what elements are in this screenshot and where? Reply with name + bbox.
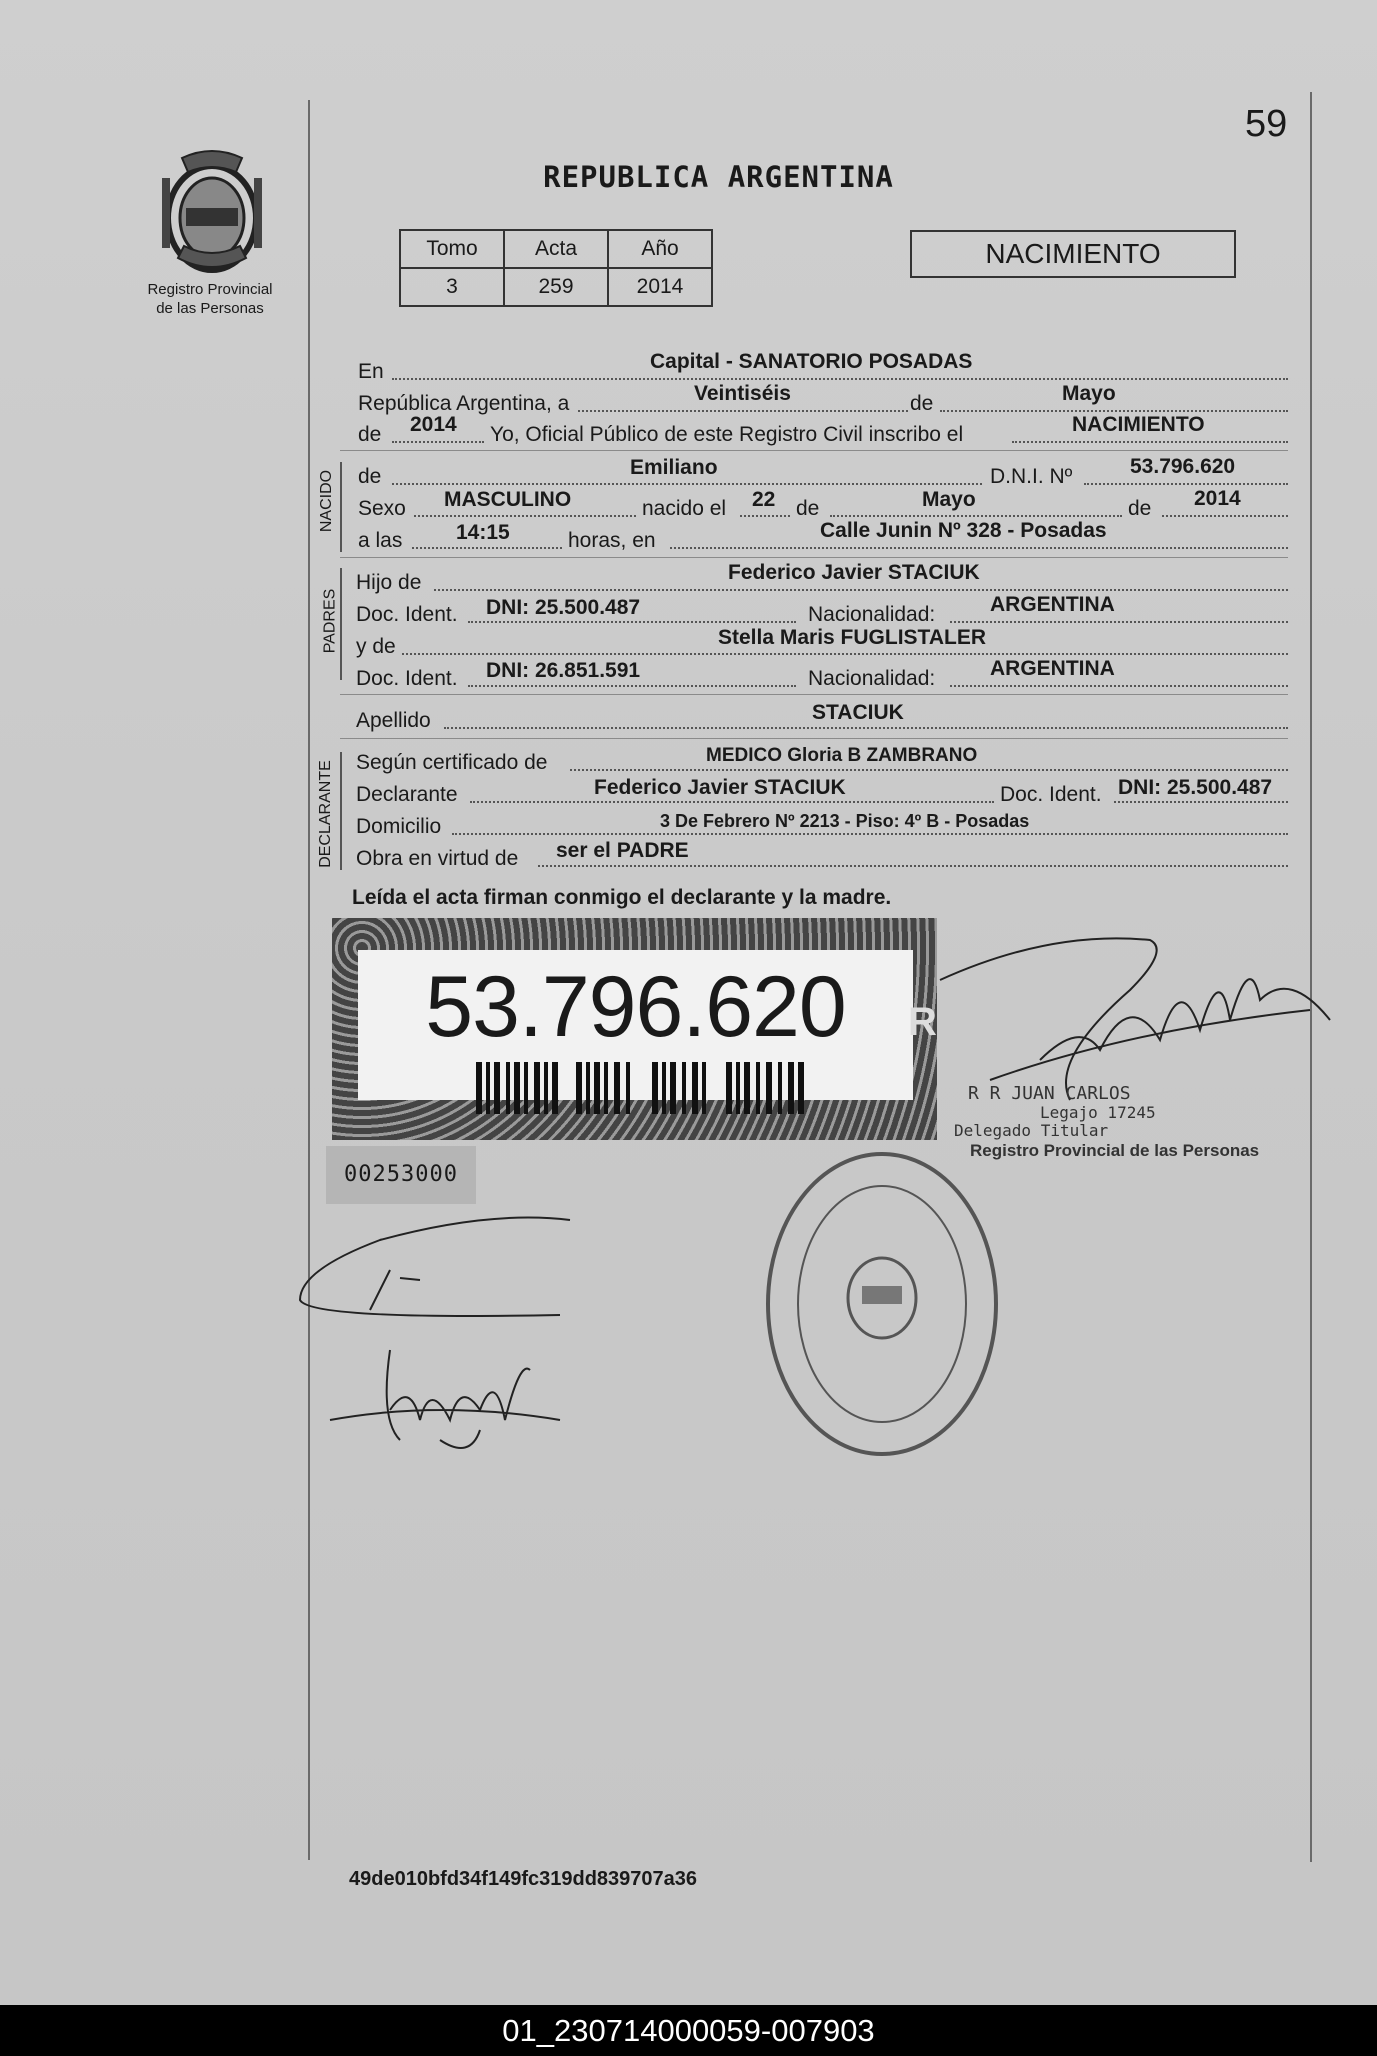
document-hash: 49de010bfd34f149fc319dd839707a36 <box>349 1868 698 1890</box>
closing-statement: Leída el acta firman conmigo el declarante y la madre. <box>352 886 892 909</box>
en-value: Capital - SANATORIO POSADAS <box>650 350 973 373</box>
official-cargo: Delegado Titular <box>954 1121 1109 1140</box>
registry-label <box>120 280 300 318</box>
birth-year: 2014 <box>1194 487 1241 510</box>
sexo-label: Sexo <box>358 497 406 520</box>
de-label: de <box>358 465 382 488</box>
provincia-seal-icon <box>152 148 272 278</box>
doc-label: Doc. Ident. <box>1000 783 1102 806</box>
official-org: Registro Provincial de las Personas <box>970 1141 1260 1160</box>
divider <box>340 557 1288 558</box>
child-dni: 53.796.620 <box>1130 455 1236 478</box>
section-bracket <box>340 568 342 680</box>
declarante-label: Declarante <box>356 783 458 806</box>
official-name: R R JUAN CARLOS <box>968 1083 1131 1104</box>
year-value: 2014 <box>410 413 457 436</box>
dotted-line <box>1012 441 1288 443</box>
obra-label: Obra en virtud de <box>356 847 519 870</box>
section-bracket <box>340 752 342 870</box>
hijo-de-label: Hijo de <box>356 571 422 594</box>
dotted-line <box>468 685 796 687</box>
dotted-line <box>1084 483 1288 485</box>
tomo-header: Tomo <box>400 230 504 268</box>
dotted-line <box>468 621 796 623</box>
father-doc: DNI: 25.500.487 <box>486 596 641 619</box>
en-label: En <box>358 360 384 383</box>
dotted-line <box>392 441 484 443</box>
record-type-box: NACIMIENTO <box>910 230 1236 278</box>
registry-line-2: de las Personas <box>156 300 264 317</box>
dotted-line <box>452 833 1288 835</box>
de-label: de <box>1128 497 1152 520</box>
republica-label: República Argentina, a <box>358 392 570 415</box>
mother-name: Stella Maris FUGLISTALER <box>718 626 986 649</box>
domicilio-label: Domicilio <box>356 815 442 838</box>
father-name: Federico Javier STACIUK <box>728 561 980 584</box>
obra-value: ser el PADRE <box>556 839 689 862</box>
dotted-line <box>578 410 908 412</box>
apellido-label: Apellido <box>356 709 431 732</box>
padres-section-label: PADRES <box>321 588 339 654</box>
cert-value: MEDICO Gloria B ZAMBRANO <box>706 745 978 766</box>
declarante-section-label: DECLARANTE <box>316 760 334 868</box>
father-nationality: ARGENTINA <box>990 593 1115 616</box>
dotted-line <box>950 621 1288 623</box>
stamp-inner <box>358 950 913 1100</box>
nacionalidad-label: Nacionalidad: <box>808 603 936 626</box>
nacido-section-label: NACIDO <box>318 469 336 533</box>
dotted-line <box>412 547 562 549</box>
domicilio-value: 3 De Febrero Nº 2213 - Piso: 4º B - Posadas <box>660 811 1030 831</box>
tomo-value: 3 <box>400 268 504 306</box>
dotted-line <box>538 865 1288 867</box>
dotted-line <box>444 727 1288 729</box>
de-label: de <box>910 392 934 415</box>
dotted-line <box>434 589 1288 591</box>
mother-signature-icon <box>320 1340 580 1460</box>
dotted-line <box>470 801 994 803</box>
acta-header: Acta <box>504 230 608 268</box>
document-title: REPUBLICA ARGENTINA <box>543 160 894 194</box>
declarant-signature-icon <box>290 1210 590 1320</box>
month-value: Mayo <box>1062 382 1116 405</box>
divider <box>340 738 1288 739</box>
declarante-doc: DNI: 25.500.487 <box>1118 776 1273 799</box>
dotted-line <box>402 653 1288 655</box>
birth-place: Calle Junin Nº 328 - Posadas <box>820 519 1107 542</box>
cert-label: Según certificado de <box>356 751 548 774</box>
birth-month: Mayo <box>922 488 976 511</box>
oficial-text: Yo, Oficial Público de este Registro Civil inscribo el <box>490 423 964 446</box>
dotted-line <box>570 769 1288 771</box>
dotted-line <box>1162 515 1288 517</box>
page-number: 59 <box>1245 103 1288 145</box>
nacido-el-label: nacido el <box>642 497 727 520</box>
official-legajo: Legajo 17245 <box>1040 1103 1156 1122</box>
stamp-side-letter: R <box>908 1000 937 1044</box>
sexo-value: MASCULINO <box>444 488 572 511</box>
left-margin-line <box>308 100 310 1860</box>
doc-label: Doc. Ident. <box>356 667 458 690</box>
horas-label: horas, en <box>568 529 656 552</box>
footer-filename: 01_230714000059-007903 <box>0 2005 1377 2056</box>
dotted-line <box>1114 801 1288 803</box>
section-bracket <box>340 462 342 552</box>
registry-round-seal-icon <box>762 1148 1002 1460</box>
dni-label: D.N.I. Nº <box>990 465 1073 488</box>
nacionalidad-label: Nacionalidad: <box>808 667 936 690</box>
de-label: de <box>358 423 382 446</box>
serial-number: 00253000 <box>326 1146 476 1204</box>
registry-line-1: Registro Provincial <box>147 281 273 298</box>
divider <box>340 694 1288 695</box>
y-de-label: y de <box>356 635 396 658</box>
barcode-icon <box>476 1062 806 1114</box>
dotted-line <box>940 410 1288 412</box>
child-name: Emiliano <box>630 456 718 479</box>
mother-nationality: ARGENTINA <box>990 657 1115 680</box>
de-label: de <box>796 497 820 520</box>
inscribo-value: NACIMIENTO <box>1072 413 1205 436</box>
dotted-line <box>670 547 1288 549</box>
divider <box>340 450 1288 451</box>
ano-value: 2014 <box>608 268 712 306</box>
acta-value: 259 <box>504 268 608 306</box>
ano-header: Año <box>608 230 712 268</box>
record-table <box>399 229 713 307</box>
dotted-line <box>950 685 1288 687</box>
apellido-value: STACIUK <box>812 701 904 724</box>
mother-doc: DNI: 26.851.591 <box>486 659 641 682</box>
a-las-label: a las <box>358 529 403 552</box>
doc-label: Doc. Ident. <box>356 603 458 626</box>
dotted-line <box>392 378 1288 380</box>
dotted-line <box>830 515 1122 517</box>
dotted-line <box>740 515 790 517</box>
dni-number-stamp <box>332 918 937 1140</box>
stamp-number: 53.796.620 <box>425 959 846 1055</box>
birth-time: 14:15 <box>456 521 510 544</box>
birth-day: 22 <box>752 488 776 511</box>
day-words: Veintiséis <box>694 382 791 405</box>
declarante-value: Federico Javier STACIUK <box>594 776 846 799</box>
dotted-line <box>414 515 636 517</box>
dotted-line <box>392 483 982 485</box>
